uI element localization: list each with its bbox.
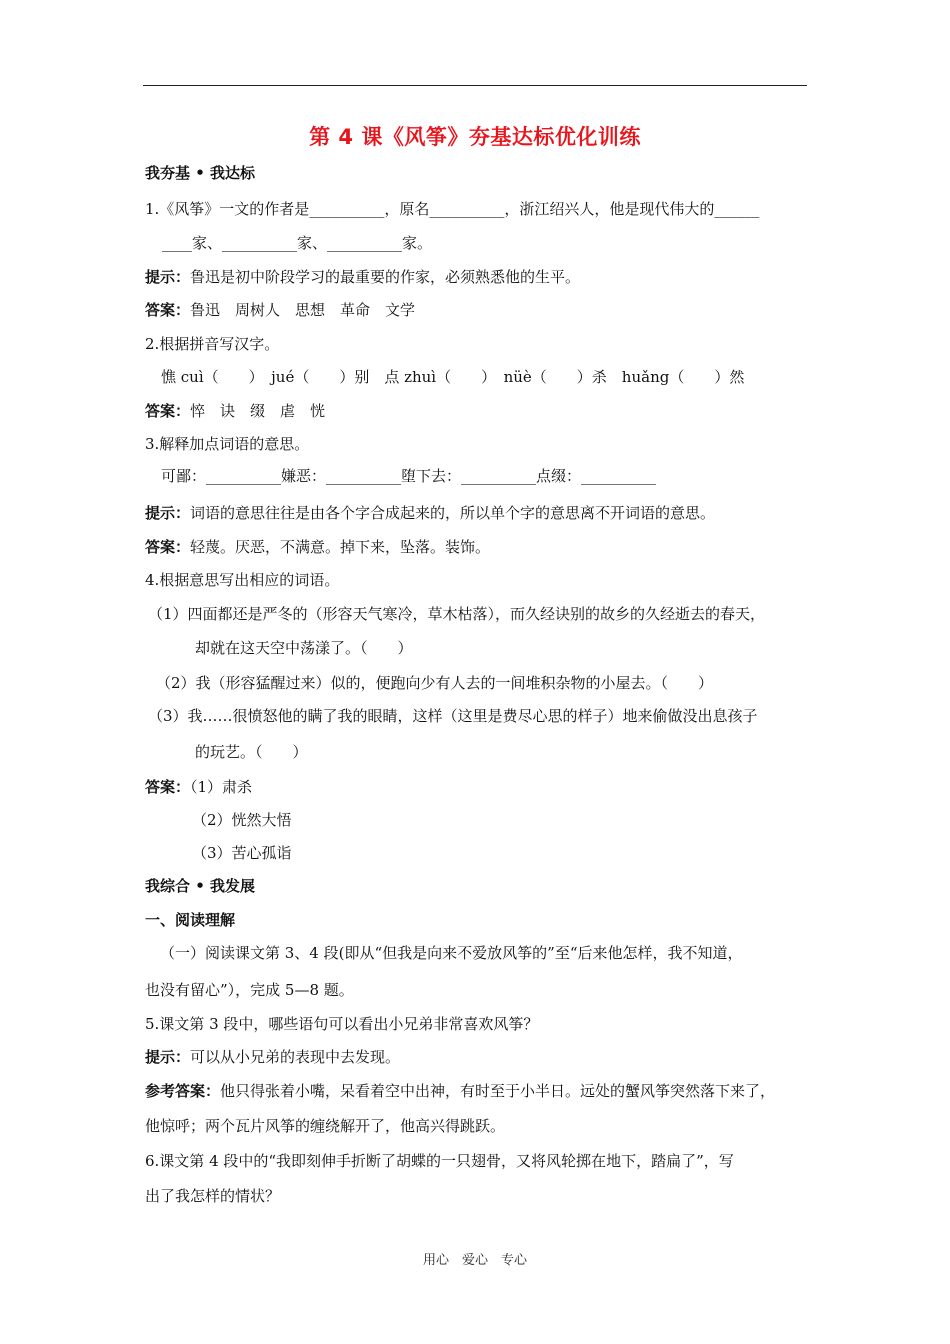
question-6-line-2: 出了我怎样的情状？ xyxy=(145,1187,281,1205)
term-kebi: 可鄙：__________ xyxy=(161,467,282,485)
question-4-line-1: 4.根据意思写出相应的词语。 xyxy=(145,571,340,589)
question-4-sentence-3b: 的玩艺。（ ） xyxy=(195,743,308,761)
question-5-line-1: 5.课文第 3 段中，哪些语句可以看出小兄弟非常喜欢风筝？ xyxy=(145,1015,539,1033)
section-heading-basic: 我夯基 • 我达标 xyxy=(145,164,256,182)
hint-label: 提示： xyxy=(145,1048,191,1066)
answer-text: 他只得张着小嘴，呆看着空中出神，有时至于小半日。远处的蟹风筝突然落下来了， xyxy=(220,1082,776,1100)
answer-label: 答案： xyxy=(145,538,191,556)
question-2-answer xyxy=(145,401,325,421)
hint-text: 鲁迅是初中阶段学习的最重要的作家，必须熟悉他的生平。 xyxy=(190,268,581,286)
question-3-items xyxy=(161,466,656,486)
hint-label: 提示： xyxy=(145,504,191,522)
question-4-sentence-2: （2）我（形容猛醒过来）似的，便跑向少有人去的一间堆积杂物的小屋去。（ ） xyxy=(156,674,714,692)
answer-text: 轻蔑。厌恶，不满意。掉下来，坠落。装饰。 xyxy=(190,538,491,556)
hint-label: 提示： xyxy=(145,268,191,286)
reading-intro-2: 也没有留心”），完成 5—8 题。 xyxy=(145,981,354,999)
question-5-answer-1 xyxy=(145,1081,775,1101)
page-title: 第 4 课《风筝》夯基达标优化训练 xyxy=(309,125,641,149)
reading-intro-1: （一）阅读课文第 3、4 段(即从“但我是向来不爱放风筝的”至“后来他怎样，我不知道， xyxy=(160,944,743,962)
answer-label: 答案： xyxy=(145,301,191,319)
question-3-line-1: 3.解释加点词语的意思。 xyxy=(145,435,310,453)
term-duoxiaqu: 堕下去：__________ xyxy=(401,467,537,485)
answer-label: 参考答案： xyxy=(145,1082,221,1100)
answer-1: （1）肃杀 xyxy=(190,778,253,796)
term-dianzhui: 点缀：__________ xyxy=(536,467,657,485)
question-4-sentence-1b: 却就在这天空中荡漾了。（ ） xyxy=(195,639,413,657)
answer-text: 鲁迅 周树人 思想 革命 文学 xyxy=(190,301,416,319)
reading-heading: 一、阅读理解 xyxy=(145,911,236,929)
question-4-sentence-3a: （3）我……很愤怒他的瞒了我的眼睛，这样（这里是费尽心思的样子）地来偷做没出息孩子 xyxy=(148,707,758,725)
question-1-answer xyxy=(145,300,415,320)
header-rule xyxy=(143,85,807,86)
answer-text: 悴 诀 缀 虐 恍 xyxy=(190,402,326,420)
question-2-line-1: 2.根据拼音写汉字。 xyxy=(145,335,280,353)
question-4-answer xyxy=(145,777,252,797)
question-1-line-2: ____家、__________家、__________家。 xyxy=(162,234,433,252)
question-1-hint xyxy=(145,267,580,287)
hint-text: 词语的意思往往是由各个字合成起来的，所以单个字的意思离不开词语的意思。 xyxy=(190,504,716,522)
question-4-answer-2: （2）恍然大悟 xyxy=(192,811,292,829)
question-3-answer xyxy=(145,537,490,557)
question-5-hint xyxy=(145,1047,400,1067)
hint-text: 可以从小兄弟的表现中去发现。 xyxy=(190,1048,401,1066)
term-xianwu: 嫌恶：__________ xyxy=(281,467,402,485)
question-2-pinyin-row: 憔 cuì（ ） jué（ ）别 点 zhuì（ ） nüè（ ）杀 huǎng（ ）然 xyxy=(161,368,745,386)
page-footer: 用心 爱心 专心 xyxy=(422,1253,527,1268)
question-4-sentence-1a: （1）四面都还是严冬的（形容天气寒冷，草木枯落），而久经诀别的故乡的久经逝去的春天， xyxy=(148,605,766,623)
question-5-answer-2: 他惊呼；两个瓦片风筝的缠绕解开了，他高兴得跳跃。 xyxy=(145,1117,506,1135)
answer-label: 答案： xyxy=(145,402,191,420)
answer-label: 答案： xyxy=(145,778,191,796)
question-3-hint xyxy=(145,503,715,523)
question-6-line-1: 6.课文第 4 段中的“我即刻伸手折断了胡蝶的一只翅骨，又将风轮掷在地下，踏扁了”，写 xyxy=(145,1152,734,1170)
question-1-line-1: 1.《风筝》一文的作者是__________，原名__________，浙江绍兴人，他是现代伟大的______ xyxy=(145,200,760,218)
section-heading-develop: 我综合 • 我发展 xyxy=(145,877,256,895)
question-4-answer-3: （3）苦心孤诣 xyxy=(192,844,292,862)
